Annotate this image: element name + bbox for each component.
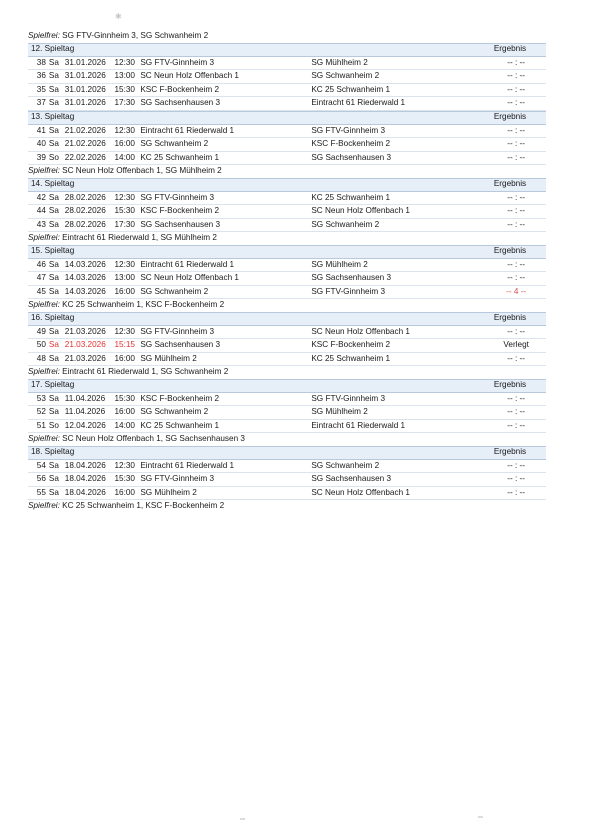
- result-column-header: Ergebnis: [493, 246, 527, 256]
- away-team: SG FTV-Ginnheim 3: [311, 286, 386, 296]
- match-row: [28, 205, 546, 219]
- spielfrei-line: [28, 299, 546, 312]
- match-date: 21.02.2026: [64, 125, 106, 135]
- match-weekday: Sa: [48, 286, 59, 296]
- round-header: [28, 111, 546, 125]
- match-number: 44: [36, 206, 46, 215]
- match-row: [28, 70, 546, 84]
- away-team: KSC F-Bockenheim 2: [311, 139, 391, 148]
- match-date: 21.02.2026: [64, 139, 106, 148]
- home-team: SG Schwanheim 2: [140, 407, 209, 416]
- result-column-header: Ergebnis: [493, 44, 527, 54]
- match-weekday: So: [48, 152, 59, 162]
- result-column-header: Ergebnis: [493, 447, 527, 457]
- spielfrei-label: Spielfrei:: [28, 434, 60, 443]
- match-weekday: Sa: [48, 460, 59, 470]
- spielfrei-label: Spielfrei:: [28, 166, 60, 175]
- match-result: -- : --: [507, 139, 526, 148]
- round-block: [28, 245, 546, 312]
- match-time: 15:30: [114, 393, 135, 403]
- match-row: [28, 487, 546, 501]
- away-team: SG Schwanheim 2: [311, 219, 380, 229]
- match-row: [28, 192, 546, 206]
- match-date: 31.01.2026: [64, 57, 106, 67]
- round-title: 12. Spieltag: [31, 44, 75, 54]
- match-result: -- : --: [507, 84, 526, 94]
- match-number: 36: [36, 71, 46, 80]
- match-number: 40: [36, 139, 46, 148]
- round-title: 14. Spieltag: [31, 179, 75, 189]
- match-result: -- : --: [507, 474, 526, 483]
- match-row: [28, 84, 546, 98]
- match-result: Verlegt: [503, 340, 529, 349]
- match-time: 17:30: [114, 98, 135, 107]
- home-team: SC Neun Holz Offenbach 1: [140, 273, 239, 282]
- match-number: 41: [36, 125, 46, 135]
- spielfrei-line-top: [28, 30, 546, 43]
- match-result: -- : --: [507, 353, 526, 363]
- match-weekday: Sa: [48, 125, 59, 135]
- match-time: 16:00: [114, 139, 135, 148]
- match-time: 15:30: [114, 84, 135, 94]
- match-weekday: Sa: [48, 273, 59, 282]
- match-row: [28, 393, 546, 407]
- spielfrei-label: Spielfrei:: [28, 31, 60, 40]
- match-time: 14:00: [114, 420, 135, 430]
- away-team: SG FTV-Ginnheim 3: [311, 125, 386, 135]
- round-title: 17. Spieltag: [31, 380, 75, 390]
- match-weekday: Sa: [48, 474, 59, 483]
- round-title: 18. Spieltag: [31, 447, 75, 457]
- match-result: -- : --: [507, 98, 526, 107]
- match-number: 53: [36, 393, 46, 403]
- home-team: Eintracht 61 Riederwald 1: [140, 460, 235, 470]
- home-team: KSC F-Bockenheim 2: [140, 206, 220, 215]
- match-time: 12:30: [114, 259, 135, 269]
- scan-speck: [240, 818, 245, 820]
- match-date: 11.04.2026: [64, 393, 106, 403]
- spielfrei-teams: SC Neun Holz Offenbach 1, SG Sachsenhausen 3: [62, 434, 245, 443]
- match-time: 12:30: [114, 460, 135, 470]
- scan-speck: [478, 816, 483, 818]
- match-date: 21.03.2026: [64, 353, 106, 363]
- match-weekday: Sa: [48, 57, 59, 67]
- spielfrei-line: [28, 232, 546, 245]
- round-block: [28, 379, 546, 446]
- match-row: [28, 326, 546, 340]
- rounds-container: [28, 43, 546, 513]
- match-number: 46: [36, 259, 46, 269]
- spielfrei-line: [28, 500, 546, 513]
- home-team: Eintracht 61 Riederwald 1: [140, 259, 235, 269]
- match-time: 12:30: [114, 192, 135, 202]
- match-number: 55: [36, 487, 46, 497]
- match-row: [28, 152, 546, 166]
- match-weekday: Sa: [48, 353, 59, 363]
- round-block: [28, 312, 546, 379]
- match-weekday: Sa: [48, 219, 59, 229]
- away-team: SG Schwanheim 2: [311, 71, 380, 80]
- match-row: [28, 420, 546, 434]
- match-number: 47: [36, 273, 46, 282]
- away-team: SC Neun Holz Offenbach 1: [311, 326, 410, 336]
- spielfrei-teams: Eintracht 61 Riederwald 1, SG Schwanheim 2: [62, 367, 229, 376]
- match-time: 14:00: [114, 152, 135, 162]
- match-date: 18.04.2026: [64, 460, 106, 470]
- match-result: -- : --: [507, 420, 526, 430]
- away-team: SG Sachsenhausen 3: [311, 152, 391, 162]
- match-result: -- 4 --: [506, 286, 527, 296]
- match-result: -- : --: [507, 393, 526, 403]
- match-number: 50: [36, 340, 46, 349]
- spielfrei-line: [28, 366, 546, 379]
- result-column-header: Ergebnis: [493, 380, 527, 390]
- match-result: -- : --: [507, 460, 526, 470]
- match-row: [28, 259, 546, 273]
- match-number: 38: [36, 57, 46, 67]
- home-team: SG Sachsenhausen 3: [140, 98, 220, 107]
- match-row: [28, 339, 546, 353]
- match-result: -- : --: [507, 206, 526, 215]
- result-column-header: Ergebnis: [493, 313, 527, 323]
- match-number: 48: [36, 353, 46, 363]
- home-team: SG Mühlheim 2: [140, 353, 197, 363]
- match-result: -- : --: [507, 192, 526, 202]
- match-number: 52: [36, 407, 46, 416]
- match-time: 12:30: [114, 57, 135, 67]
- round-block: [28, 446, 546, 513]
- match-result: -- : --: [507, 57, 526, 67]
- match-row: [28, 286, 546, 300]
- scan-mark: ✱: [115, 12, 122, 21]
- match-weekday: Sa: [48, 71, 59, 80]
- round-header: [28, 379, 546, 393]
- match-row: [28, 406, 546, 420]
- home-team: SG Mühlheim 2: [140, 487, 197, 497]
- match-number: 43: [36, 219, 46, 229]
- match-time: 12:30: [114, 326, 135, 336]
- match-weekday: Sa: [48, 139, 59, 148]
- match-row: [28, 460, 546, 474]
- match-time: 12:30: [114, 125, 135, 135]
- home-team: SG FTV-Ginnheim 3: [140, 326, 215, 336]
- home-team: SG Schwanheim 2: [140, 286, 209, 296]
- match-number: 51: [36, 420, 46, 430]
- spielfrei-line: [28, 165, 546, 178]
- match-time: 13:00: [114, 71, 135, 80]
- spielfrei-line: [28, 433, 546, 446]
- match-result: -- : --: [507, 259, 526, 269]
- match-weekday: Sa: [48, 206, 59, 215]
- match-row: [28, 353, 546, 367]
- match-number: 54: [36, 460, 46, 470]
- home-team: SG FTV-Ginnheim 3: [140, 57, 215, 67]
- match-row: [28, 125, 546, 139]
- away-team: SG Sachsenhausen 3: [311, 273, 391, 282]
- spielfrei-teams: KC 25 Schwanheim 1, KSC F-Bockenheim 2: [62, 300, 225, 309]
- match-date: 14.03.2026: [64, 286, 106, 296]
- home-team: SG FTV-Ginnheim 3: [140, 474, 215, 483]
- home-team: KC 25 Schwanheim 1: [140, 420, 220, 430]
- match-time: 15:30: [114, 474, 135, 483]
- match-date: 12.04.2026: [64, 420, 106, 430]
- home-team: SG Sachsenhausen 3: [140, 219, 220, 229]
- away-team: KC 25 Schwanheim 1: [311, 84, 391, 94]
- spielfrei-label: Spielfrei:: [28, 233, 60, 242]
- result-column-header: Ergebnis: [493, 112, 527, 122]
- away-team: KSC F-Bockenheim 2: [311, 340, 391, 349]
- match-time: 16:00: [114, 286, 135, 296]
- match-weekday: So: [48, 420, 59, 430]
- match-date: 21.03.2026: [64, 340, 106, 349]
- spielfrei-label: Spielfrei:: [28, 300, 60, 309]
- home-team: SG FTV-Ginnheim 3: [140, 192, 215, 202]
- round-header: [28, 245, 546, 259]
- home-team: Eintracht 61 Riederwald 1: [140, 125, 235, 135]
- match-weekday: Sa: [48, 84, 59, 94]
- round-block: [28, 178, 546, 245]
- spielfrei-teams: SG FTV-Ginnheim 3, SG Schwanheim 2: [62, 31, 209, 40]
- match-number: 35: [36, 84, 46, 94]
- match-weekday: Sa: [48, 407, 59, 416]
- match-number: 49: [36, 326, 46, 336]
- match-weekday: Sa: [48, 487, 59, 497]
- match-weekday: Sa: [48, 259, 59, 269]
- home-team: KSC F-Bockenheim 2: [140, 84, 220, 94]
- away-team: KC 25 Schwanheim 1: [311, 353, 391, 363]
- home-team: SG Sachsenhausen 3: [140, 340, 220, 349]
- match-time: 13:00: [114, 273, 135, 282]
- match-weekday: Sa: [48, 340, 59, 349]
- match-date: 18.04.2026: [64, 487, 106, 497]
- round-title: 15. Spieltag: [31, 246, 75, 256]
- spielfrei-label: Spielfrei:: [28, 501, 60, 510]
- match-date: 11.04.2026: [64, 407, 106, 416]
- match-date: 14.03.2026: [64, 259, 106, 269]
- match-row: [28, 57, 546, 71]
- round-title: 13. Spieltag: [31, 112, 75, 122]
- match-number: 42: [36, 192, 46, 202]
- match-date: 28.02.2026: [64, 219, 106, 229]
- match-date: 31.01.2026: [64, 71, 106, 80]
- match-weekday: Sa: [48, 393, 59, 403]
- match-time: 16:00: [114, 407, 135, 416]
- match-result: -- : --: [507, 273, 526, 282]
- home-team: SC Neun Holz Offenbach 1: [140, 71, 239, 80]
- match-date: 31.01.2026: [64, 84, 106, 94]
- match-time: 15:15: [114, 340, 135, 349]
- home-team: KC 25 Schwanheim 1: [140, 152, 220, 162]
- away-team: SC Neun Holz Offenbach 1: [311, 206, 410, 215]
- away-team: SC Neun Holz Offenbach 1: [311, 487, 410, 497]
- away-team: SG Schwanheim 2: [311, 460, 380, 470]
- match-row: [28, 272, 546, 286]
- round-header: [28, 43, 546, 57]
- match-number: 45: [36, 286, 46, 296]
- away-team: SG FTV-Ginnheim 3: [311, 393, 386, 403]
- spielfrei-label: Spielfrei:: [28, 367, 60, 376]
- match-date: 31.01.2026: [64, 98, 106, 107]
- schedule-sheet: [28, 30, 546, 513]
- match-result: -- : --: [507, 152, 526, 162]
- match-result: -- : --: [507, 407, 526, 416]
- round-block: [28, 43, 546, 111]
- round-header: [28, 178, 546, 192]
- match-weekday: Sa: [48, 326, 59, 336]
- away-team: SG Mühlheim 2: [311, 259, 368, 269]
- away-team: Eintracht 61 Riederwald 1: [311, 98, 406, 107]
- away-team: SG Mühlheim 2: [311, 407, 368, 416]
- spielfrei-teams: Eintracht 61 Riederwald 1, SG Mühlheim 2: [62, 233, 217, 242]
- match-result: -- : --: [507, 125, 526, 135]
- match-time: 16:00: [114, 487, 135, 497]
- result-column-header: Ergebnis: [493, 179, 527, 189]
- away-team: SG Mühlheim 2: [311, 57, 368, 67]
- match-row: [28, 138, 546, 152]
- match-number: 37: [36, 98, 46, 107]
- away-team: Eintracht 61 Riederwald 1: [311, 420, 406, 430]
- away-team: KC 25 Schwanheim 1: [311, 192, 391, 202]
- match-row: [28, 219, 546, 233]
- round-header: [28, 446, 546, 460]
- match-time: 15:30: [114, 206, 135, 215]
- home-team: SG Schwanheim 2: [140, 139, 209, 148]
- match-row: [28, 97, 546, 111]
- round-title: 16. Spieltag: [31, 313, 75, 323]
- match-result: -- : --: [507, 219, 526, 229]
- away-team: SG Sachsenhausen 3: [311, 474, 391, 483]
- spielfrei-teams: SC Neun Holz Offenbach 1, SG Mühlheim 2: [62, 166, 222, 175]
- round-block: [28, 111, 546, 178]
- match-weekday: Sa: [48, 192, 59, 202]
- match-number: 56: [36, 474, 46, 483]
- match-date: 28.02.2026: [64, 192, 106, 202]
- match-date: 14.03.2026: [64, 273, 106, 282]
- match-result: -- : --: [507, 326, 526, 336]
- match-result: -- : --: [507, 487, 526, 497]
- round-header: [28, 312, 546, 326]
- match-number: 39: [36, 152, 46, 162]
- match-row: [28, 473, 546, 487]
- match-date: 18.04.2026: [64, 474, 106, 483]
- match-time: 17:30: [114, 219, 135, 229]
- match-date: 28.02.2026: [64, 206, 106, 215]
- match-date: 22.02.2026: [64, 152, 106, 162]
- match-date: 21.03.2026: [64, 326, 106, 336]
- home-team: KSC F-Bockenheim 2: [140, 393, 220, 403]
- match-result: -- : --: [507, 71, 526, 80]
- spielfrei-teams: KC 25 Schwanheim 1, KSC F-Bockenheim 2: [62, 501, 225, 510]
- match-weekday: Sa: [48, 98, 59, 107]
- match-time: 16:00: [114, 353, 135, 363]
